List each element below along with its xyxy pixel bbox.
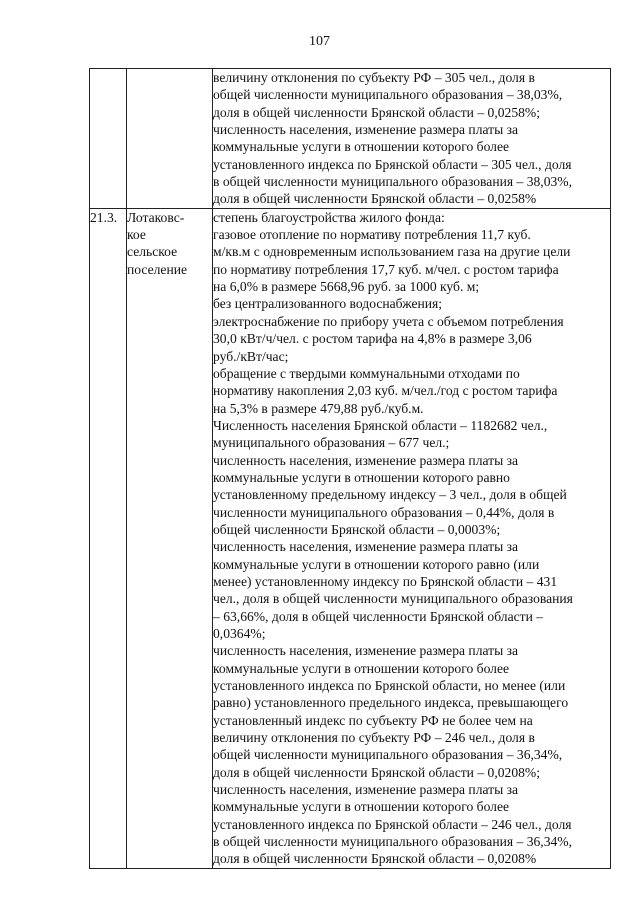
description-line: Численность населения Брянской области – 1182682 чел., xyxy=(213,417,548,433)
description-line: общей численности муниципального образования – 38,03%, xyxy=(213,87,563,103)
description-line: коммунальные услуги в отношении которого более xyxy=(213,660,510,676)
description-line: степень благоустройства жилого фонда: xyxy=(213,209,445,225)
row-number-cell xyxy=(90,69,127,209)
municipality-name-line: кое xyxy=(127,227,146,243)
description-line: по нормативу потребления 17,7 куб. м/чел. с ростом тарифа xyxy=(213,261,559,277)
description-line: установленному предельному индексу – 3 чел., доля в общей xyxy=(213,487,567,503)
description-cell xyxy=(213,69,611,209)
municipality-name-line: сельское xyxy=(127,244,178,260)
description-line: доля в общей численности Брянской области – 0,0258%; xyxy=(213,104,541,120)
description-line: нормативу накопления 2,03 куб. м/чел./год с ростом тарифа xyxy=(213,383,558,399)
description-line: в общей численности муниципального образования – 36,34%, xyxy=(213,834,573,850)
description-line: менее) установленному индексу по Брянской области – 431 xyxy=(213,573,558,589)
description-line: на 5,3% в размере 479,88 руб./куб.м. xyxy=(213,400,424,416)
description-line: численность населения, изменение размера платы за xyxy=(213,122,519,138)
description-line: численность населения, изменение размера платы за xyxy=(213,643,519,659)
description-line: величину отклонения по субъекту РФ – 305 чел., доля в xyxy=(213,70,535,85)
description-line: без централизованного водоснабжения; xyxy=(213,296,443,312)
description-line: общей численности муниципального образования – 36,34%, xyxy=(213,747,563,763)
description-line: на 6,0% в размере 5668,96 руб. за 1000 куб. м; xyxy=(213,279,480,295)
description-cell xyxy=(213,208,611,868)
municipality-name-cell xyxy=(127,208,213,868)
description-line: коммунальные услуги в отношении которого равно xyxy=(213,469,510,485)
description-line: электроснабжение по прибору учета с объемом потребления xyxy=(213,313,564,329)
description-line: коммунальные услуги в отношении которого равно (или xyxy=(213,556,540,572)
description-line: м/кв.м с одновременным использованием газа на другие цели xyxy=(213,244,571,260)
description-line: численность населения, изменение размера платы за xyxy=(213,539,519,555)
description-line: доля в общей численности Брянской области – 0,0208% xyxy=(213,851,537,867)
description-line: 30,0 кВт/ч/чел. с ростом тарифа на 4,8% в размере 3,06 xyxy=(213,331,532,347)
row-number-cell xyxy=(90,208,127,868)
description-line: чел., доля в общей численности муниципального образования xyxy=(213,591,573,607)
description-line: муниципального образования – 677 чел.; xyxy=(213,435,450,451)
description-line: численность населения, изменение размера платы за xyxy=(213,452,519,468)
page-number: 107 xyxy=(309,34,330,49)
table-row xyxy=(90,208,611,868)
description-line: обращение с твердыми коммунальными отходами по xyxy=(213,365,520,381)
description-line: установленного индекса по Брянской области – 246 чел., доля xyxy=(213,816,572,832)
description-line: равно) установленного предельного индекса, превышающего xyxy=(213,695,569,711)
description-line: коммунальные услуги в отношении которого более xyxy=(213,799,510,815)
description-line: численность населения, изменение размера платы за xyxy=(213,782,519,798)
description-line: в общей численности муниципального образования – 38,03%, xyxy=(213,174,573,190)
description-line: общей численности Брянской области – 0,0003%; xyxy=(213,521,501,537)
municipality-name-line: поселение xyxy=(127,261,188,277)
description-line: доля в общей численности Брянской области – 0,0258% xyxy=(213,191,537,207)
description-line: коммунальные услуги в отношении которого более xyxy=(213,139,510,155)
table-row xyxy=(90,69,611,209)
description-line: численности муниципального образования – 0,44%, доля в xyxy=(213,504,555,520)
description-line: величину отклонения по субъекту РФ – 246 чел., доля в xyxy=(213,730,535,746)
description-line: – 63,66%, доля в общей численности Брянской области – xyxy=(213,608,544,624)
description-line: установленного индекса по Брянской области, но менее (или xyxy=(213,678,566,694)
description-line: установленного индекса по Брянской области – 305 чел., доля xyxy=(213,156,572,172)
row-number: 21.3. xyxy=(90,209,118,225)
description-line: 0,0364%; xyxy=(213,626,266,641)
municipality-name-cell xyxy=(127,69,213,209)
description-line: установленный индекс по субъекту РФ не более чем на xyxy=(213,712,533,728)
description-line: руб./кВт/час; xyxy=(213,348,289,364)
municipality-name-line: Лотаковс- xyxy=(127,209,185,225)
description-line: доля в общей численности Брянской области – 0,0208%; xyxy=(213,764,541,780)
document-table xyxy=(89,68,611,869)
description-line: газовое отопление по нормативу потребления 11,7 куб. xyxy=(213,227,531,243)
table-body xyxy=(90,69,611,869)
